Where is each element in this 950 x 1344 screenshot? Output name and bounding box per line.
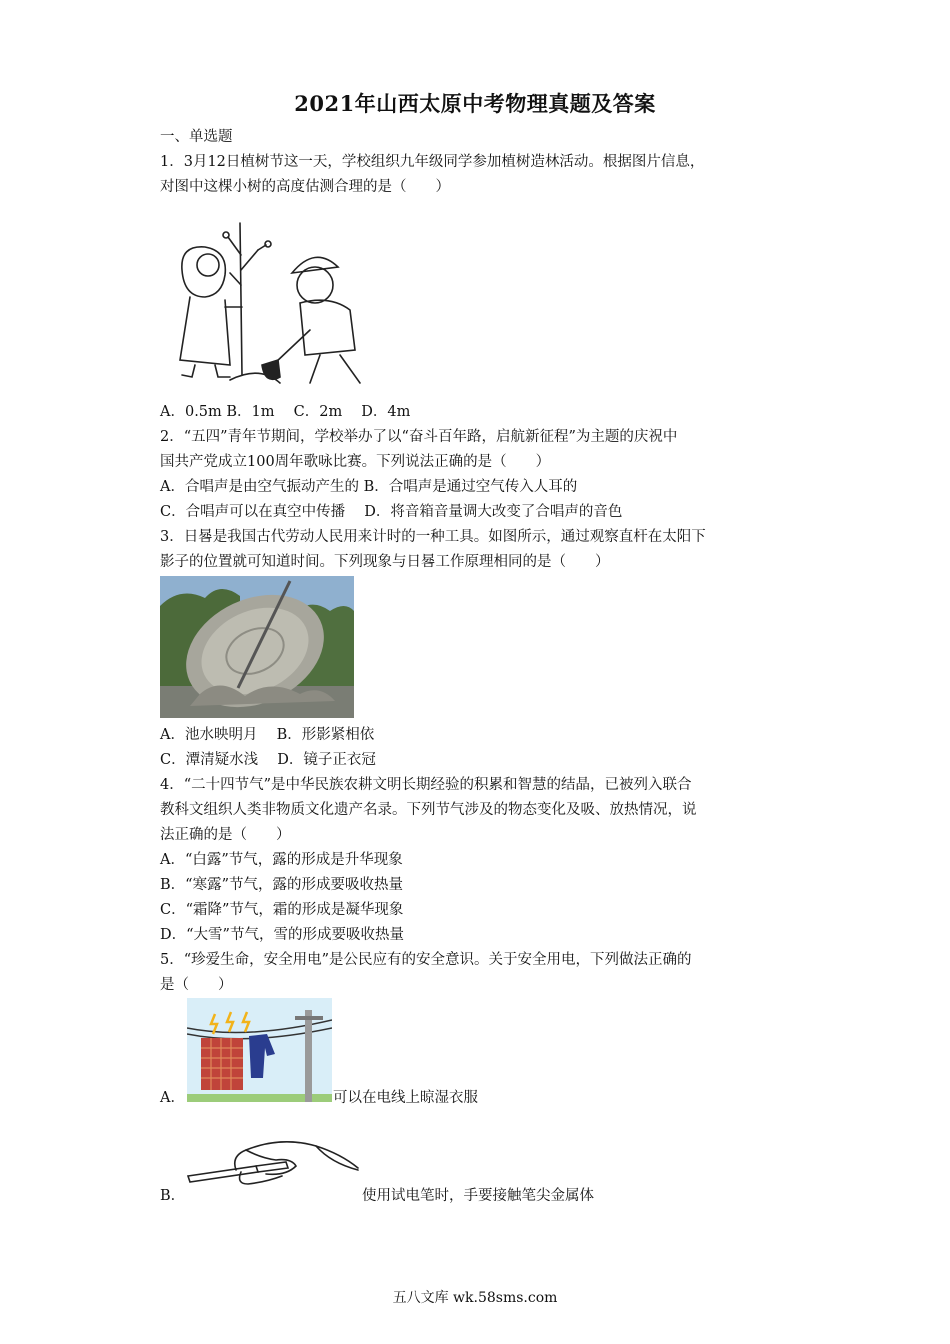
question-3-line-2: 影子的位置就可知道时间。下列现象与日晷工作原理相同的是（ ） (160, 554, 610, 570)
question-2-options-cd: C．合唱声可以在真空中传播 D．将音箱音量调大改变了合唱声的音色 (160, 504, 623, 520)
question-5-option-a-text: 可以在电线上晾湿衣服 (333, 1090, 478, 1106)
question-4-option-a: A．“白露”节气，露的形成是升华现象 (160, 852, 403, 868)
tree-planting-illustration (170, 215, 380, 390)
question-2-line-2: 国共产党成立100周年歌咏比赛。下列说法正确的是（ ） (160, 454, 551, 470)
question-4-line-1: 4．“二十四节气”是中华民族农耕文明长期经验的积累和智慧的结晶，已被列入联合 (160, 777, 692, 793)
footer-watermark: 五八文库 wk.58sms.com (392, 1290, 558, 1306)
question-5-line-1: 5．“珍爱生命，安全用电”是公民应有的安全意识。关于安全用电，下列做法正确的 (160, 952, 692, 968)
section-heading: 一、单选题 (160, 129, 233, 145)
question-4-option-b: B．“寒露”节气，露的形成要吸收热量 (160, 877, 403, 893)
question-4-option-c: C．“霜降”节气，霜的形成是凝华现象 (160, 902, 404, 918)
question-5-option-a-label: A． (160, 1090, 185, 1106)
question-4-option-d: D．“大雪”节气，雪的形成要吸收热量 (160, 927, 404, 943)
question-1-options: A．0.5m B．1m C．2m D．4m (160, 404, 411, 420)
question-3-line-1: 3．日晷是我国古代劳动人民用来计时的一种工具。如图所示，通过观察直杆在太阳下 (160, 529, 706, 545)
question-3-options-ab: A．池水映明月 B．形影紧相依 (160, 727, 375, 743)
test-pen-hand-illustration (186, 1128, 361, 1200)
page-title: 2021年山西太原中考物理真题及答案 (294, 91, 656, 116)
question-1-line-1: 1．3月12日植树节这一天，学校组织九年级同学参加植树造林活动。根据图片信息， (160, 154, 705, 170)
question-5-line-2: 是（ ） (160, 977, 233, 993)
sundial-photo (160, 576, 354, 718)
question-1-line-2: 对图中这棵小树的高度估测合理的是（ ） (160, 179, 450, 195)
question-2-options-ab: A．合唱声是由空气振动产生的 B．合唱声是通过空气传入人耳的 (160, 479, 578, 495)
question-4-line-2: 教科文组织人类非物质文化遗产名录。下列节气涉及的物态变化及吸、放热情况，说 (160, 802, 697, 818)
question-4-line-3: 法正确的是（ ） (160, 827, 291, 843)
wet-clothes-on-wire-illustration (187, 998, 332, 1102)
question-2-line-1: 2．“五四”青年节期间，学校举办了以“奋斗百年路，启航新征程”为主题的庆祝中 (160, 429, 678, 445)
question-5-option-b-text: 使用试电笔时，手要接触笔尖金属体 (362, 1188, 594, 1204)
question-3-options-cd: C．潭清疑水浅 D．镜子正衣冠 (160, 752, 376, 768)
question-5-option-b-label: B． (160, 1188, 186, 1204)
